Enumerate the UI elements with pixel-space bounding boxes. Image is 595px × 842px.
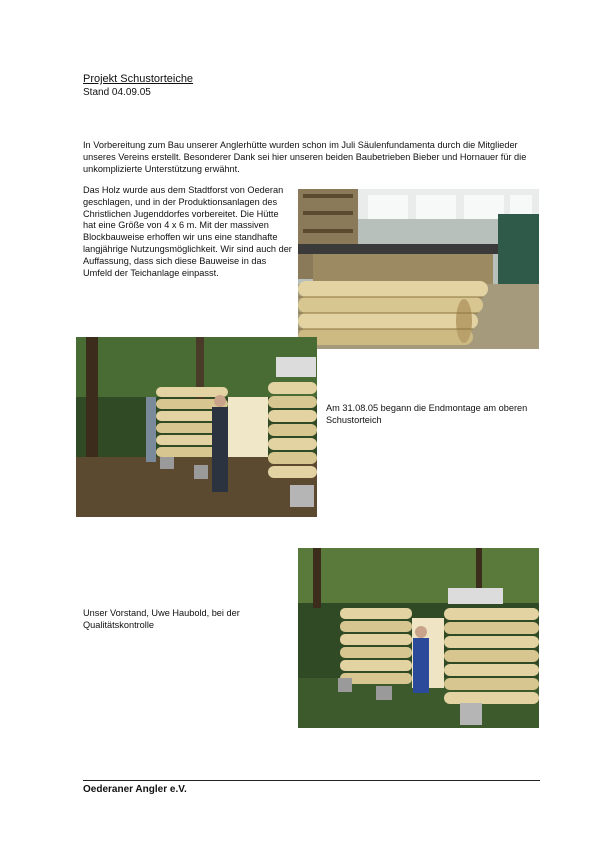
inspection-caption: Unser Vorstand, Uwe Haubold, bei der Qualitätskontrolle xyxy=(83,608,240,630)
assembly-photo xyxy=(76,337,317,517)
assembly-caption: Am 31.08.05 begann die Endmontage am oberen Schustorteich xyxy=(326,403,528,425)
intro-paragraph: In Vorbereitung zum Bau unserer Anglerhütte wurden schon im Juli Säulenfundamenta durch die Mitglieder unseres Vereins erstellt. Besonderer Dank sei hier unseren beiden Baubetrieben Bieber und Hornauer für die unkomplizierte Unterstützung erwähnt. xyxy=(83,140,527,174)
workshop-photo xyxy=(298,189,539,349)
footer-divider xyxy=(83,780,540,781)
page-date: Stand 04.09.05 xyxy=(83,87,151,98)
wood-paragraph: Das Holz wurde aus dem Stadtforst von Oederan geschlagen, und in der Produktionsanlagen des Christlichen Jugenddorfes vorbereitet. Die Hütte hat eine Größe von 4 x 6 m. Mit der massiven Blockbauweise erhoffen wir uns eine standhafte langjährige Nutzungsmöglichkeit. Wir sind auch der Auffassung, dass sich diese Bauweise in das Umfeld der Teichanlage einpasst. xyxy=(83,185,292,278)
page-title: Projekt Schustorteiche xyxy=(83,73,194,85)
footer-org: Oederaner Angler e.V. xyxy=(83,784,187,795)
inspection-photo xyxy=(298,548,539,728)
